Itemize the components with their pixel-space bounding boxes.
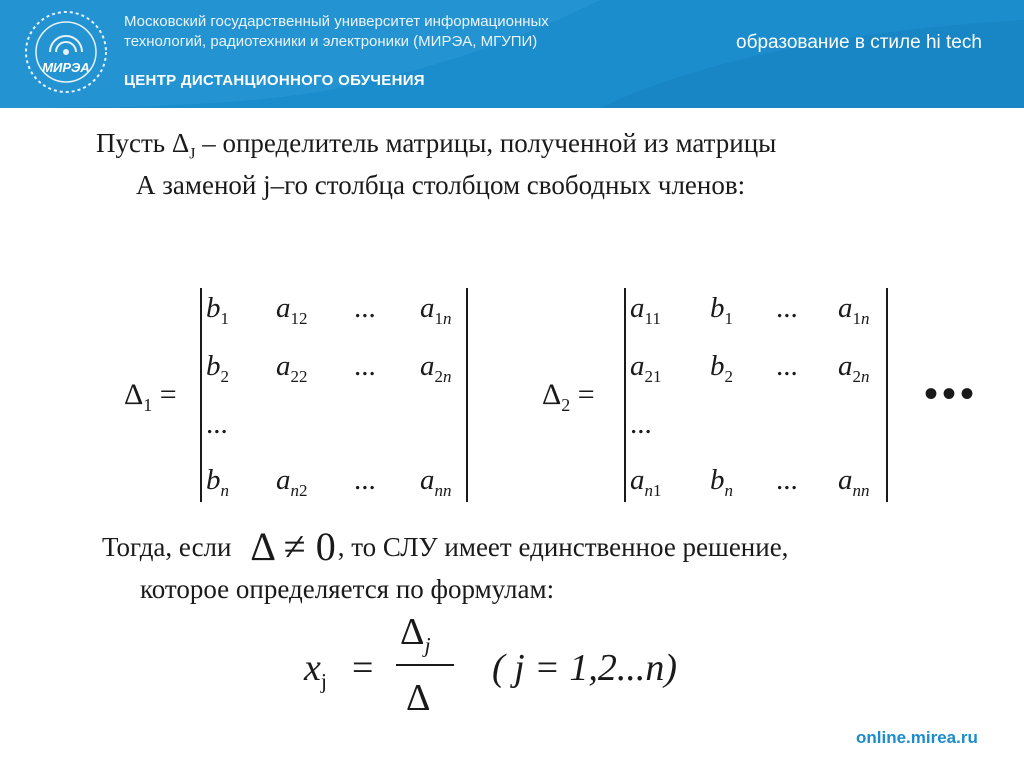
det1-cell-r1-c2: $a_{12}$ [276, 292, 308, 328]
then-line-2: которое определяется по формулам: [140, 574, 555, 604]
det1-cell-r4-c1: $b_n$ [206, 464, 229, 500]
det1-cell-r2-c3: ... [354, 350, 376, 382]
intro-line-1: Пусть $\Delta_J$ – определитель матрицы, полученной из матрицы [96, 128, 777, 163]
det2-cell-r2-c3: ... [776, 350, 798, 382]
det2-cell-r4-c3: ... [776, 464, 798, 496]
det1-cell-r2-c4: $a_{2n}$ [420, 350, 452, 386]
formula-equals: = [352, 647, 374, 689]
det2-cell-r2-c4: $a_{2n}$ [838, 350, 870, 386]
center-name: ЦЕНТР ДИСТАНЦИОННОГО ОБУЧЕНИЯ [124, 72, 425, 89]
det2-label: $\Delta_2$ = [542, 378, 595, 415]
det1-label: $\Delta_1$ = [124, 378, 177, 415]
det2-cell-r1-c2: $b_1$ [710, 292, 733, 328]
formula-denominator: Δ [406, 677, 431, 719]
det1-cell-r1-c1: $b_1$ [206, 292, 229, 328]
university-name: Московский государственный университет информационных технологий, радиотехники и электроники (МИРЭА, МГУПИ) [124, 13, 549, 50]
det2-cell-r4-c2: $b_n$ [710, 464, 733, 500]
then-line-1: Тогда, если Δ ≠ 0, то СЛУ имеет единственное решение, [102, 524, 789, 569]
det2-right-bar [886, 288, 888, 502]
det1-cell-r1-c3: ... [354, 292, 376, 324]
formula-lhs: $x_j$ [304, 647, 327, 694]
det2-cell-r1-c3: ... [776, 292, 798, 324]
det2-cell-r3-c1: ... [630, 408, 652, 440]
footer-url: online.mirea.ru [856, 728, 978, 747]
mirea-logo-icon [22, 6, 110, 98]
det1-cell-r2-c2: $a_{22}$ [276, 350, 308, 386]
det2-cell-r2-c2: $b_2$ [710, 350, 733, 386]
formula-range: ( j = 1,2...n) [492, 647, 678, 689]
det1-cell-r4-c2: $a_{n2}$ [276, 464, 308, 500]
det1-cell-r1-c4: $a_{1n}$ [420, 292, 452, 328]
det2-cell-r4-c1: $a_{n1}$ [630, 464, 662, 500]
slogan: образование в стиле hi tech [736, 32, 982, 53]
det2-cell-r2-c1: $a_{21}$ [630, 350, 662, 386]
det1-cell-r3-c1: ... [206, 408, 228, 440]
fraction-bar [396, 664, 454, 666]
det2-cell-r1-c4: $a_{1n}$ [838, 292, 870, 328]
det2-cell-r4-c4: $a_{nn}$ [838, 464, 870, 500]
logo-text: МИРЭА [42, 60, 90, 75]
det1-left-bar [200, 288, 202, 502]
det2-left-bar [624, 288, 626, 502]
det1-cell-r2-c1: $b_2$ [206, 350, 229, 386]
formula-numerator: $\Delta_j$ [400, 611, 431, 658]
det1-right-bar [466, 288, 468, 502]
det1-cell-r4-c4: $a_{nn}$ [420, 464, 452, 500]
det2-cell-r1-c1: $a_{11}$ [630, 292, 661, 328]
condition-formula: Δ ≠ 0 [250, 524, 336, 569]
intro-line-2: А заменой j–го столбца столбцом свободных членов: [136, 170, 746, 200]
more-ellipsis: ••• [924, 371, 979, 416]
header-banner [0, 0, 1024, 108]
det1-cell-r4-c3: ... [354, 464, 376, 496]
